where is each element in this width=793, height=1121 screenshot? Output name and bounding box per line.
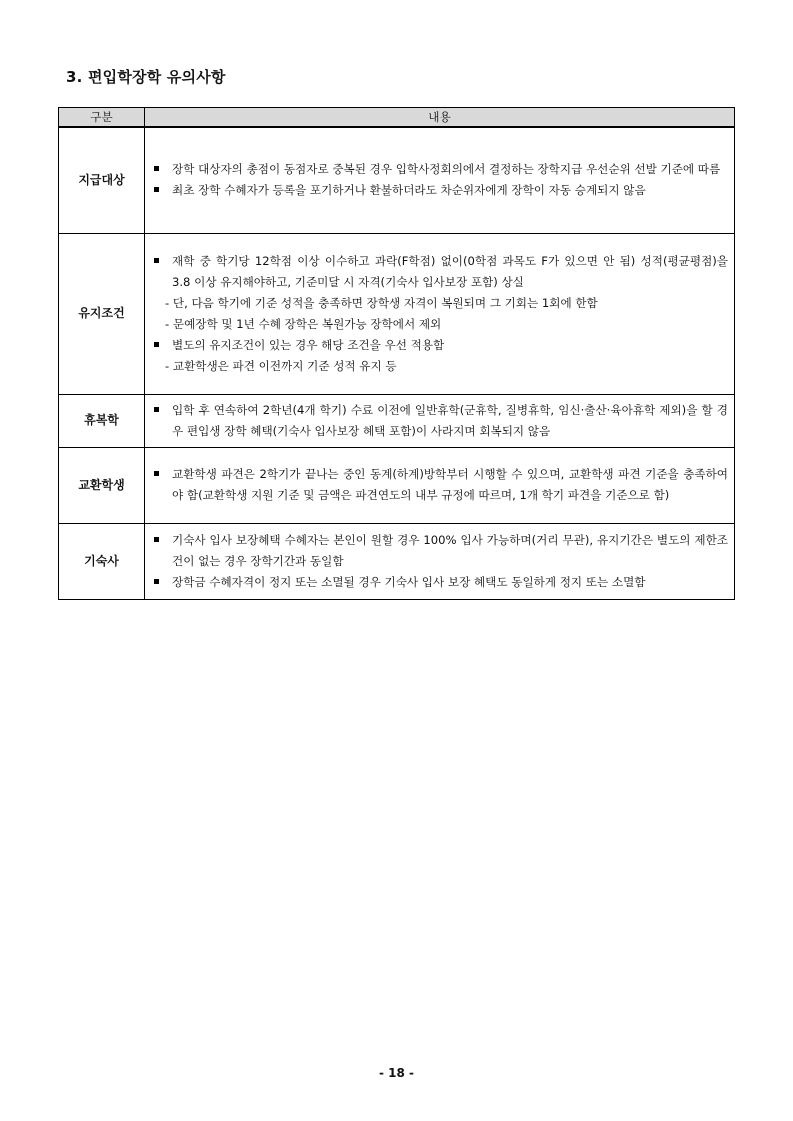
sub-item: - 문예장학 및 1년 수혜 장학은 복원가능 장학에서 제외: [165, 316, 442, 331]
table-row-exchange: [59, 447, 735, 523]
row-label: 교환학생: [59, 447, 145, 523]
row-content: [145, 447, 735, 523]
sub-item: - 단, 다음 학기에 기준 성적을 충족하면 장학생 자격이 복원되며 그 기회는 1회에 한함: [165, 295, 598, 310]
header-content: 내용: [145, 108, 735, 128]
square-bullet-icon: [154, 407, 159, 412]
bullet-item: 별도의 유지조건이 있는 경우 해당 조건을 우선 적용함: [151, 335, 728, 356]
scholarship-notice-table: [58, 107, 735, 600]
section-title: 3. 편입학장학 유의사항: [66, 68, 226, 86]
row-content: [145, 233, 735, 394]
square-bullet-icon: [154, 579, 159, 584]
bullet-item: 교환학생 파견은 2학기가 끝나는 중인 동계(하계)방학부터 시행할 수 있으며, 교환학생 파견 기준을 충족하여야 함(교환학생 지원 기준 및 금액은 파견연도의 내부 규정에 따르며, 1개 학기 파견을 기준으로 함): [151, 464, 728, 506]
square-bullet-icon: [154, 537, 159, 542]
bullet-item: 입학 후 연속하여 2학년(4개 학기) 수료 이전에 일반휴학(군휴학, 질병휴학, 임신·출산·육아휴학 제외)을 할 경우 편입생 장학 혜택(기숙사 입사보장 혜택 포함)이 사라지며 회복되지 않음: [151, 400, 728, 442]
row-label: 유지조건: [59, 233, 145, 394]
page-number: - 18 -: [378, 1066, 414, 1080]
row-label: 휴복학: [59, 394, 145, 447]
square-bullet-icon: [154, 187, 159, 192]
bullet-item: 최초 장학 수혜자가 등록을 포기하거나 환불하더라도 차순위자에게 장학이 자동 승계되지 않음: [151, 180, 728, 201]
table-row-dormitory: [59, 523, 735, 599]
bullet-item: 장학금 수혜자격이 정지 또는 소멸될 경우 기숙사 입사 보장 혜택도 동일하게 정지 또는 소멸함: [151, 572, 728, 593]
header-category: 구분: [59, 108, 145, 128]
square-bullet-icon: [154, 342, 159, 347]
row-content: [145, 394, 735, 447]
row-content: [145, 127, 735, 233]
square-bullet-icon: [154, 258, 159, 263]
table-row-maintenance: [59, 233, 735, 394]
row-label: 기숙사: [59, 523, 145, 599]
table-header-row: [59, 108, 735, 128]
table-row-eligibility: [59, 127, 735, 233]
table-row-leave-return: [59, 394, 735, 447]
row-label: 지급대상: [59, 127, 145, 233]
row-content: [145, 523, 735, 599]
sub-item: - 교환학생은 파견 이전까지 기준 성적 유지 등: [165, 358, 397, 373]
square-bullet-icon: [154, 166, 159, 171]
bullet-item: 기숙사 입사 보장혜택 수혜자는 본인이 원할 경우 100% 입사 가능하며(거리 무관), 유지기간은 별도의 제한조건이 없는 경우 장학기간과 동일함: [151, 530, 728, 572]
bullet-item: 재학 중 학기당 12학점 이상 이수하고 과락(F학점) 없이(0학점 과목도 F가 있으면 안 됨) 성적(평균평점)을 3.8 이상 유지해야하고, 기준미달 시 자격(기숙사 입사보장 포함) 상실: [151, 251, 728, 293]
bullet-item: 장학 대상자의 총점이 동점자로 중복된 경우 입학사정회의에서 결정하는 장학지급 우선순위 선발 기준에 따름: [151, 159, 728, 180]
square-bullet-icon: [154, 471, 159, 476]
